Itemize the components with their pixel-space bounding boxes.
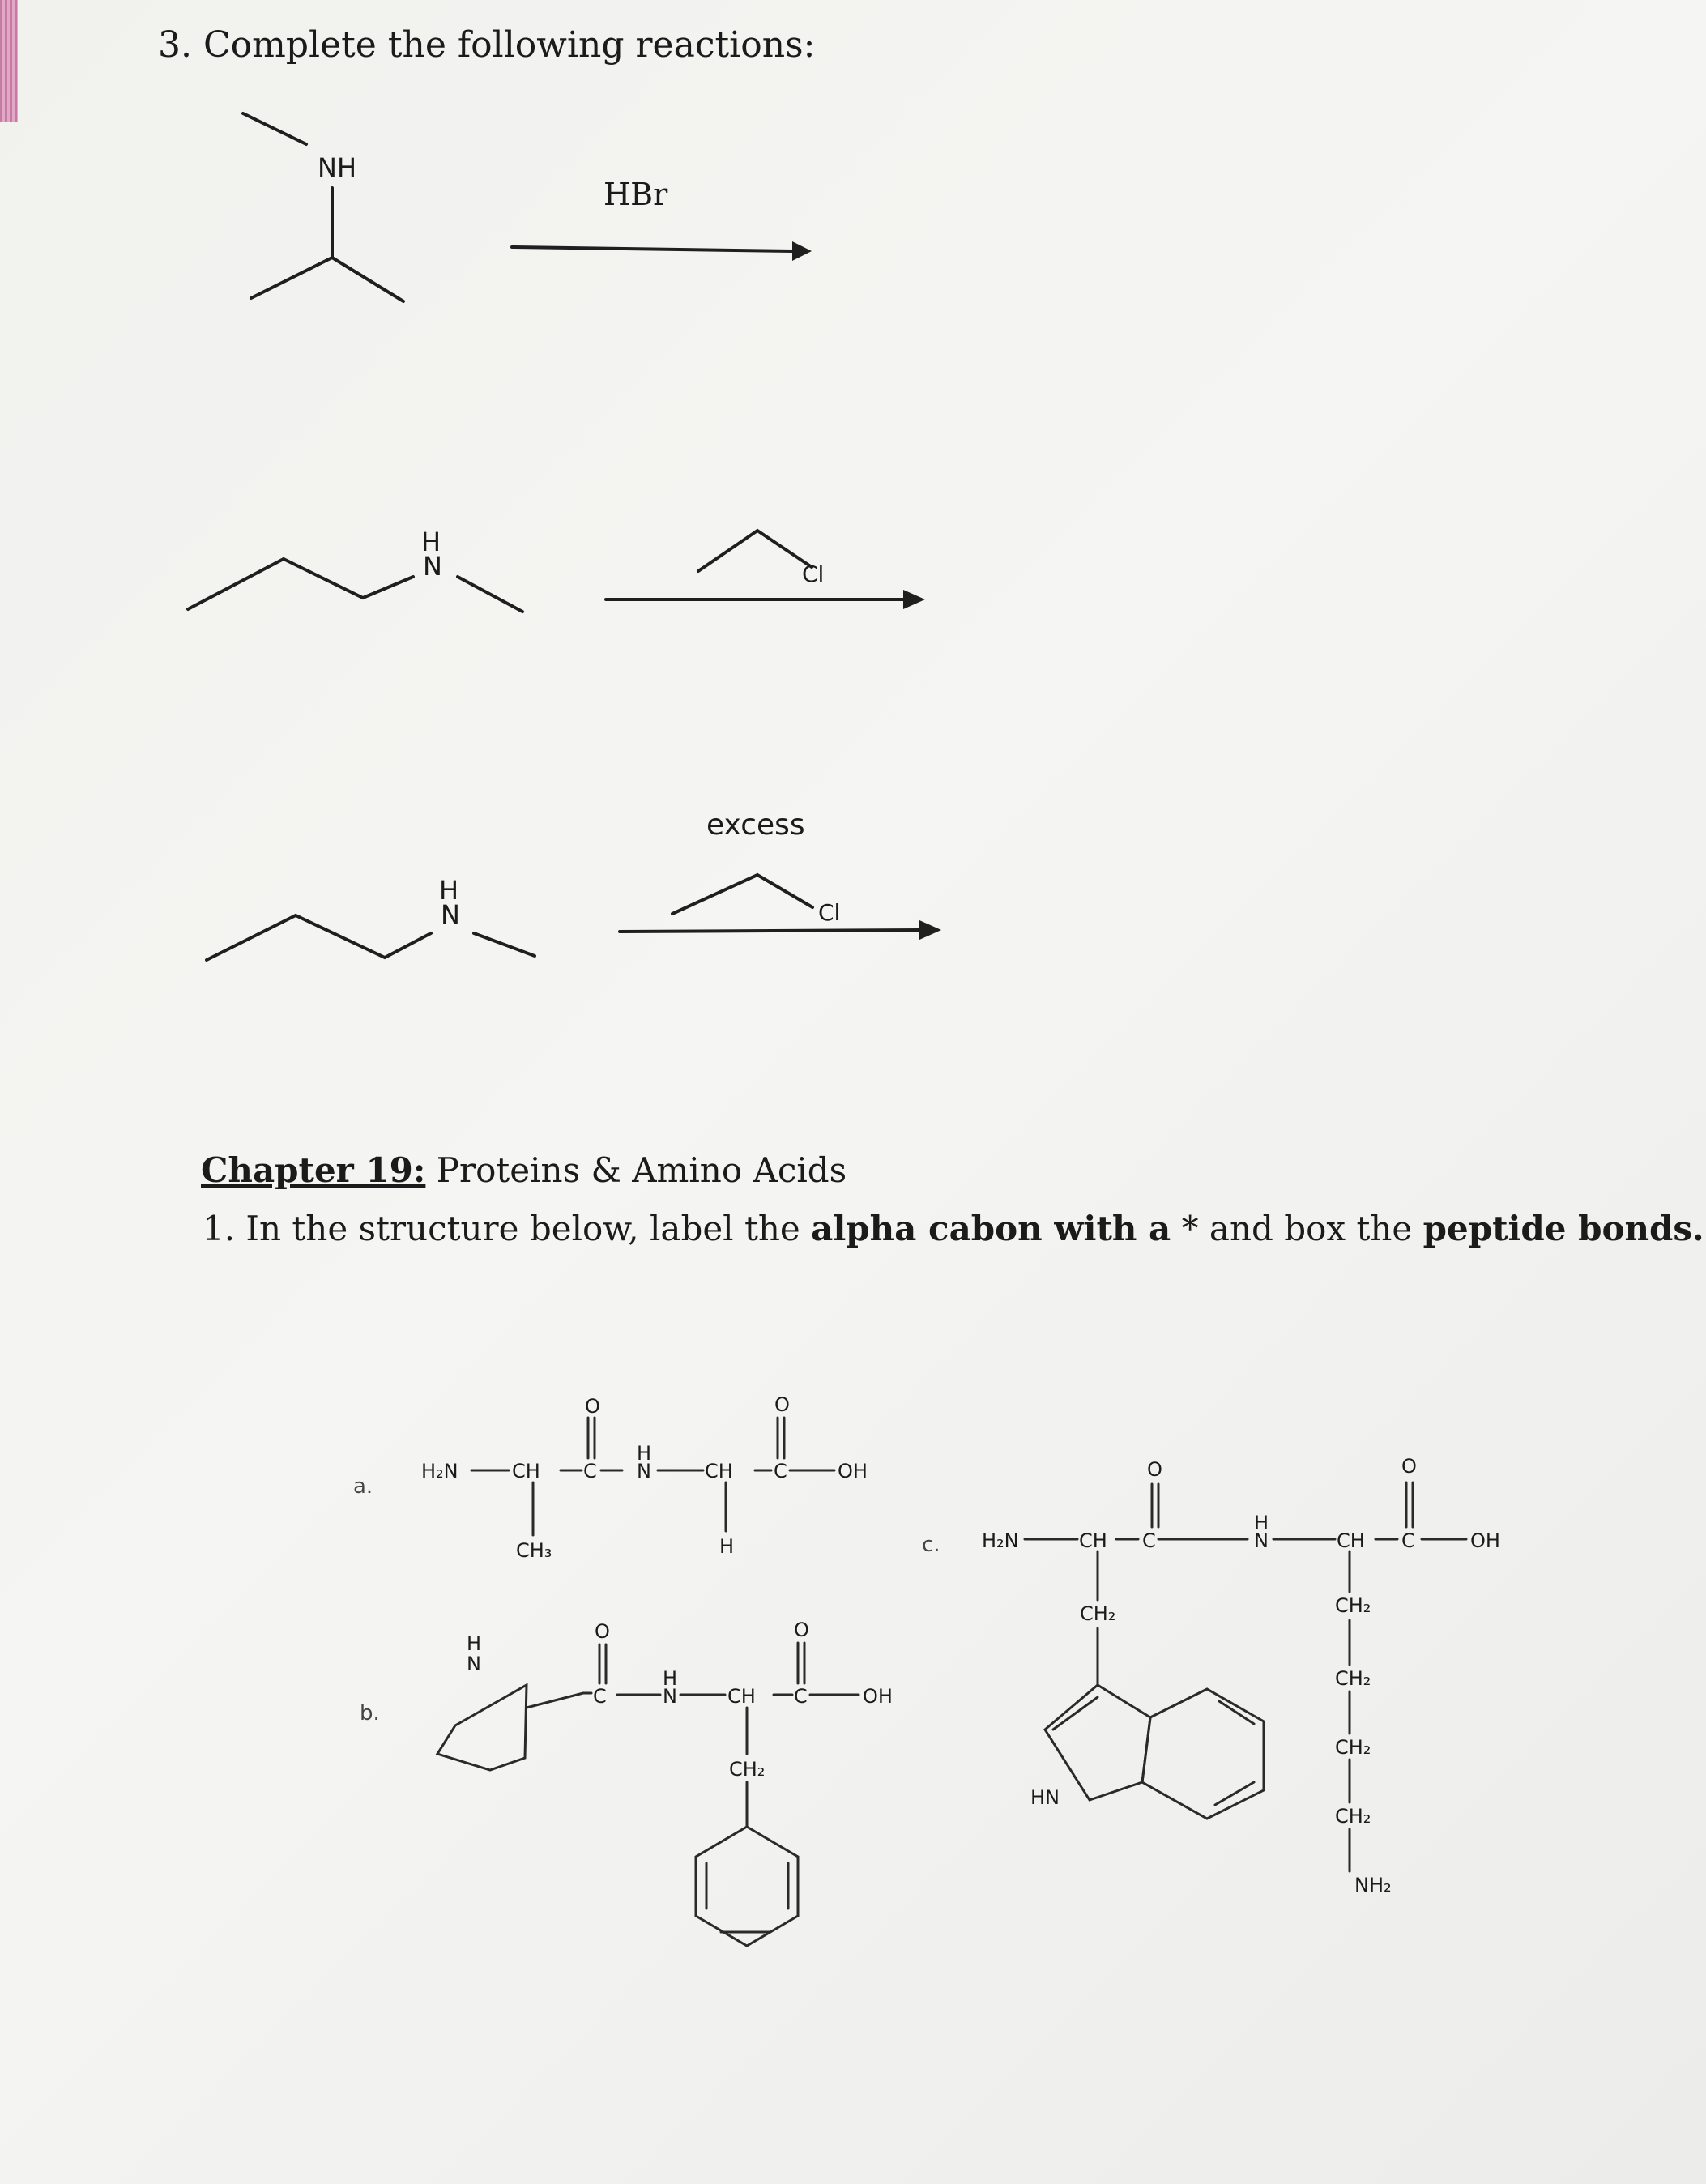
c-h2n: H₂N xyxy=(982,1529,1019,1552)
c-c-2: C xyxy=(1401,1529,1415,1552)
r3-reagent-chain xyxy=(672,875,812,914)
b-ch: CH xyxy=(727,1685,756,1708)
question-1-text xyxy=(203,1209,1704,1248)
c-ch2-lys-3: CH₂ xyxy=(1335,1736,1371,1759)
r3-right-bond xyxy=(474,933,535,956)
a-ch3: CH₃ xyxy=(516,1539,552,1562)
r1-bond-right xyxy=(332,258,403,301)
r2-h-label: H xyxy=(421,527,441,557)
r3-cl-label: Cl xyxy=(818,899,841,926)
b-ch2: CH₂ xyxy=(729,1758,766,1781)
c-ch2-lys-1: CH₂ xyxy=(1335,1594,1371,1617)
b-o-2: O xyxy=(794,1619,809,1641)
a-h-amide: H xyxy=(637,1442,652,1465)
q1-bold-peptide: peptide bonds. xyxy=(1422,1209,1704,1248)
a-o-1: O xyxy=(585,1395,600,1418)
b-c-2: C xyxy=(794,1685,808,1708)
r2-left-chain xyxy=(188,559,413,609)
a-ch-1: CH xyxy=(512,1460,540,1482)
structure-c-label: c. xyxy=(922,1533,940,1557)
r2-n-label: N xyxy=(423,551,442,582)
a-n-amide: N xyxy=(637,1460,651,1482)
a-oh: OH xyxy=(838,1460,868,1482)
c-c-1: C xyxy=(1142,1529,1156,1552)
c-o-1: O xyxy=(1147,1458,1162,1481)
r2-cl-label: Cl xyxy=(802,561,825,587)
chapter-heading-rest: Proteins & Amino Acids xyxy=(425,1150,847,1190)
r3-h-label: H xyxy=(439,875,459,906)
r1-bond-left xyxy=(251,258,332,298)
b-o-1: O xyxy=(595,1620,610,1643)
r3-arrow-shaft xyxy=(620,930,919,932)
c-h-amide: H xyxy=(1254,1512,1269,1534)
r1-nh-label: NH xyxy=(318,152,356,183)
c-ch-2: CH xyxy=(1337,1529,1365,1552)
b-oh: OH xyxy=(863,1685,893,1708)
chapter-heading-bold: Chapter 19: xyxy=(201,1150,426,1190)
c-hn-indole: HN xyxy=(1030,1786,1060,1809)
b-h-amide: H xyxy=(663,1667,678,1690)
chapter-heading xyxy=(201,1150,847,1190)
a-c-2: C xyxy=(774,1460,787,1482)
a-h-alpha: H xyxy=(719,1535,735,1558)
c-ch2-lys-2: CH₂ xyxy=(1335,1667,1371,1690)
c-ch2-lys-4: CH₂ xyxy=(1335,1805,1371,1828)
q1-text-mid: * and box the xyxy=(1171,1209,1423,1248)
r1-arrow-head xyxy=(792,241,812,261)
q1-text-start: 1. In the structure below, label the xyxy=(203,1209,812,1248)
a-ch-2: CH xyxy=(705,1460,733,1482)
q1-bold-alpha: alpha cabon with a xyxy=(811,1209,1171,1248)
r1-reagent-hbr: HBr xyxy=(603,177,668,212)
r2-right-bond xyxy=(458,577,522,612)
b-n-ring: N xyxy=(467,1653,481,1675)
r1-arrow-shaft xyxy=(512,247,792,251)
r3-n-label: N xyxy=(441,899,460,930)
structure-b-label: b. xyxy=(360,1701,380,1725)
a-o-2: O xyxy=(774,1393,790,1416)
question-3-title: 3. Complete the following reactions: xyxy=(158,24,816,66)
b-h-ring: H xyxy=(467,1632,482,1655)
structure-a-label: a. xyxy=(353,1474,373,1499)
c-n-amide: N xyxy=(1254,1529,1269,1552)
c-oh: OH xyxy=(1470,1529,1500,1552)
b-n-amide: N xyxy=(663,1685,677,1708)
c-ch2-trp: CH₂ xyxy=(1080,1602,1116,1625)
c-ch-1: CH xyxy=(1079,1529,1107,1552)
r3-left-chain xyxy=(207,915,431,960)
c-o-2: O xyxy=(1401,1455,1417,1478)
a-c-1: C xyxy=(583,1460,597,1482)
r3-arrow-head xyxy=(919,920,941,940)
r2-reagent-chain xyxy=(698,531,812,571)
r2-arrow-head xyxy=(903,590,925,609)
a-h2n: H₂N xyxy=(421,1460,458,1482)
r1-bond-methyl xyxy=(243,113,306,144)
c-nh2: NH₂ xyxy=(1354,1874,1392,1896)
b-c-1: C xyxy=(593,1685,607,1708)
r3-reagent-excess: excess xyxy=(706,808,805,842)
